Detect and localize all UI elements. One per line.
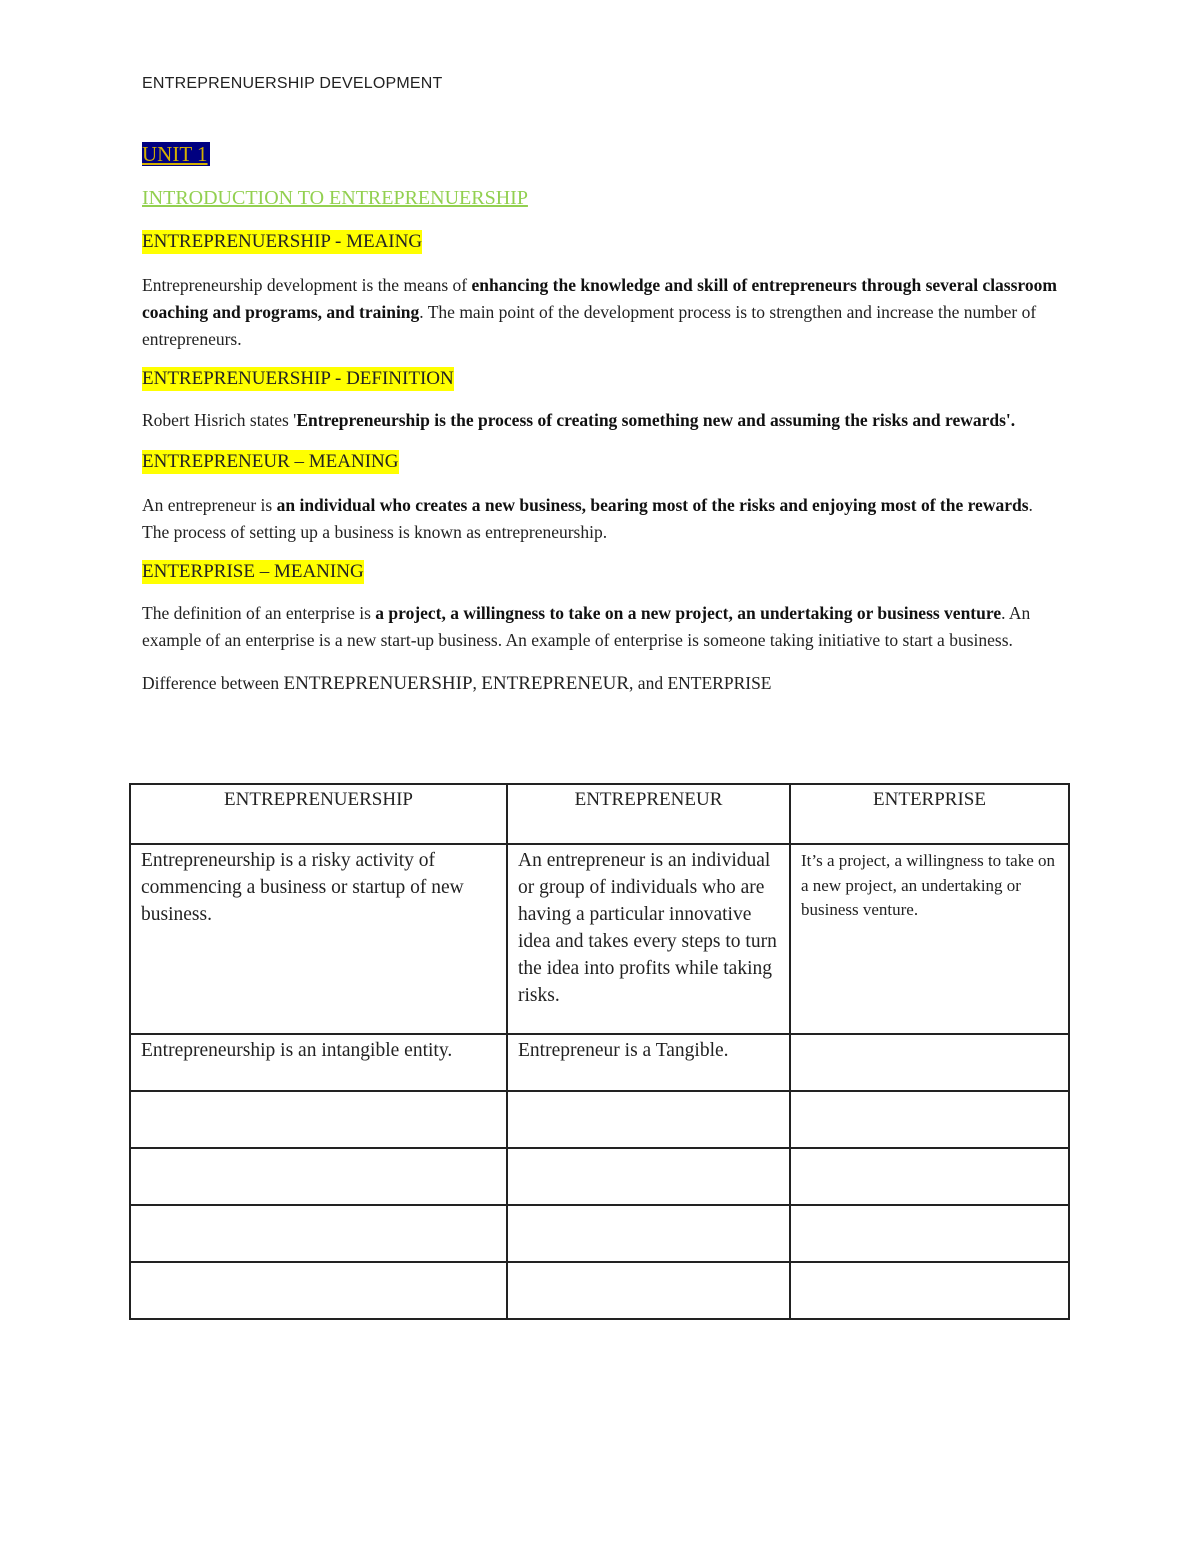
table-header-cell: ENTREPRENEUR	[507, 784, 790, 844]
section-heading-enterprise: ENTERPRISE – MEANING	[142, 561, 364, 582]
section-paragraph-definition: Robert Hisrich states 'Entrepreneurship is the process of creating something new and assuming the risks and rewards'.	[142, 410, 1016, 430]
table-row	[130, 844, 1069, 1034]
table-cell	[790, 1091, 1069, 1148]
intro-title: INTRODUCTION TO ENTREPRENUERSHIP	[142, 187, 528, 209]
table-cell: It’s a project, a willingness to take on a new project, an undertaking or business venture.	[790, 844, 1069, 1034]
table-cell	[790, 1262, 1069, 1319]
table-cell	[130, 1262, 507, 1319]
document-body	[142, 142, 1062, 697]
table-cell	[130, 1205, 507, 1262]
section-paragraph-entrepreneur: An entrepreneur is an individual who creates a new business, bearing most of the risks and enjoying most of the rewards. The process of setting up a business is known as entrepreneurship.	[142, 495, 1033, 542]
table-row	[130, 1205, 1069, 1262]
table-header-row	[130, 784, 1069, 844]
unit-title: UNIT 1	[142, 142, 208, 166]
table-cell	[507, 1148, 790, 1205]
table-cell: Entrepreneurship is a risky activity of commencing a business or startup of new business.	[130, 844, 507, 1034]
table-row	[130, 1091, 1069, 1148]
table-row	[130, 1262, 1069, 1319]
table-cell	[130, 1148, 507, 1205]
table-cell: Entrepreneurship is an intangible entity.	[130, 1034, 507, 1091]
table-row	[130, 1034, 1069, 1091]
section-heading-definition: ENTREPRENUERSHIP - DEFINITION	[142, 368, 454, 389]
section-heading-entrepreneur: ENTREPRENEUR – MEANING	[142, 451, 399, 472]
table-row	[130, 1148, 1069, 1205]
table-header-cell: ENTREPRENUERSHIP	[130, 784, 507, 844]
page-header: ENTREPRENUERSHIP DEVELOPMENT	[142, 75, 443, 92]
table-cell	[507, 1091, 790, 1148]
table-cell: An entrepreneur is an individual or group of individuals who are having a particular innovative idea and takes every steps to turn the idea into profits while taking risks.	[507, 844, 790, 1034]
section-paragraph-enterprise: The definition of an enterprise is a project, a willingness to take on a new project, an undertaking or business venture. An example of an enterprise is a new start-up business. An example of enterprise is someone taking initiative to start a business.	[142, 603, 1031, 650]
comparison-table	[129, 783, 1070, 1320]
table-header-cell: ENTERPRISE	[790, 784, 1069, 844]
table-cell	[790, 1148, 1069, 1205]
table-cell	[507, 1205, 790, 1262]
difference-intro: Difference between ENTREPRENUERSHIP, ENTREPRENEUR, and ENTERPRISE	[142, 673, 772, 694]
table-cell: Entrepreneur is a Tangible.	[507, 1034, 790, 1091]
table-cell	[790, 1205, 1069, 1262]
section-paragraph-meaning: Entrepreneurship development is the means of enhancing the knowledge and skill of entrepreneurs through several classroom coaching and programs, and training. The main point of the development process is to strengthen and increase the number of entrepreneurs.	[142, 275, 1057, 349]
section-heading-meaning: ENTREPRENUERSHIP - MEAING	[142, 231, 423, 252]
table-cell	[507, 1262, 790, 1319]
table-cell	[130, 1091, 507, 1148]
table-cell	[790, 1034, 1069, 1091]
